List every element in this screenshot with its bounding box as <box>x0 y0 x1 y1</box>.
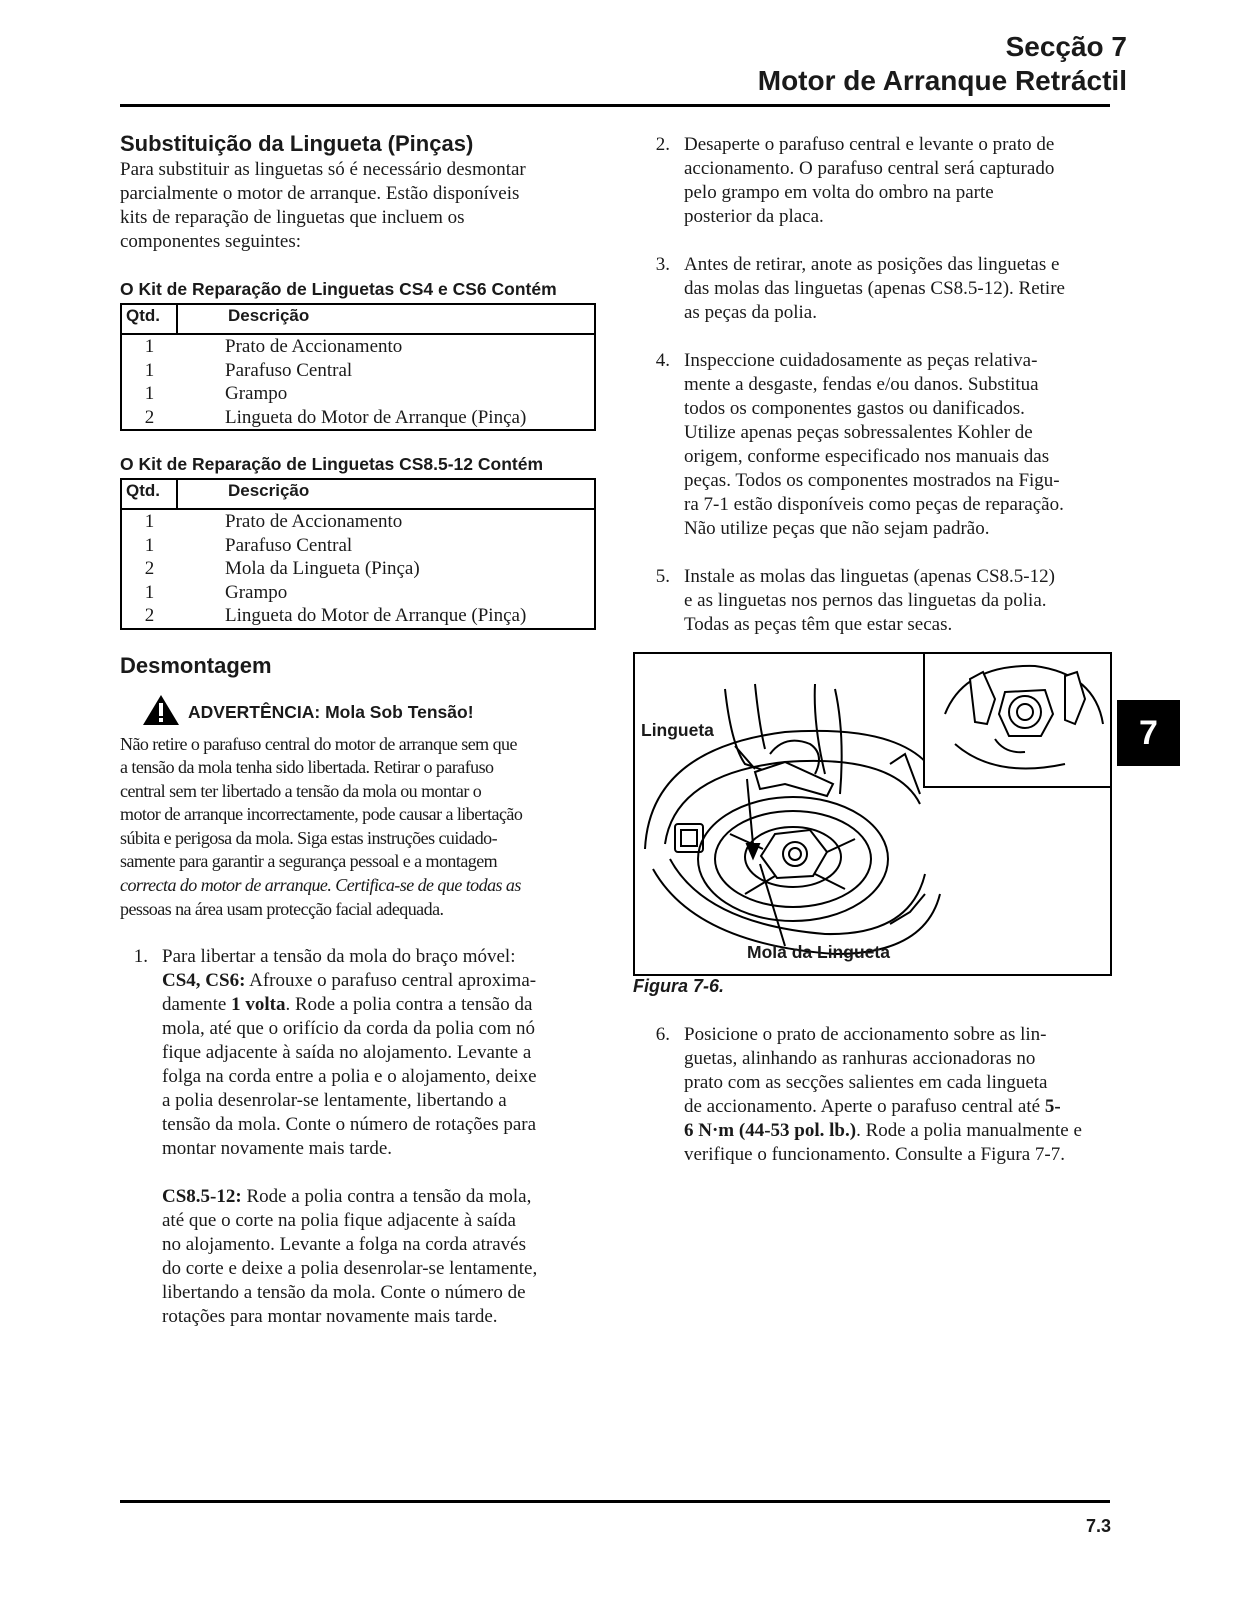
inset-detail <box>923 652 1112 788</box>
table-row: 2 Lingueta do Motor de Arranque (Pinça) <box>144 406 527 428</box>
steps-left <box>120 945 600 1329</box>
step-1: 1. Para libertar a tensão da mola do braço móvel: CS4, CS6: Afrouxe o parafuso central aproxima- damente 1 volta. Rode a polia contra a tensão da mola, até que o orifício da corda da polia com nó fique adjacente à saída no alojamento. Levante a folga na corda entre a polia e o alojamento, deixe a polia desenrolar-se lentamente, libertando a tensão da mola. Conte o número de rotações para montar novamente mais tarde. CS8.5-12: Rode a polia contra a tensão da mola, até que o corte na polia fique adjacente à saída no alojamento. Levante a folga na corda através do corte e deixe a polia desenrolar-se lentamente, libertando a tensão da mola. Conte o número de rotações para montar novamente mais tarde. <box>133 946 538 1328</box>
kit1-col-qty: Qtd. <box>121 304 177 334</box>
kit2-col-qty: Qtd. <box>121 479 177 509</box>
intro-paragraph: Para substituir as linguetas só é necessário desmontar parcialmente o motor de arranque. Estão disponíveis kits de reparação de linguetas que incluem os componentes seguintes: <box>120 159 526 252</box>
table-row: 1 Parafuso Central <box>144 359 353 381</box>
figure-caption: Figura 7-6. <box>633 976 725 996</box>
table-row: 2 Lingueta do Motor de Arranque (Pinça) <box>144 605 527 626</box>
table-row: 1 Prato de Accionamento <box>144 336 403 357</box>
table-row: 2 Mola da Lingueta (Pinça) <box>144 558 420 579</box>
kit2-table <box>120 478 596 630</box>
inset-pawl-illustration <box>925 654 1106 782</box>
kit1-table <box>120 303 596 431</box>
label-pawl: Lingueta <box>641 720 714 740</box>
kit2-col-desc: Descrição <box>177 479 595 509</box>
page-header <box>758 30 1127 98</box>
table-row: 1 Prato de Accionamento <box>144 511 403 532</box>
step-5: 5. Instale as molas das linguetas (apenas CS8.5-12) e as linguetas nos pernos das linguetas da polia. Todas as peças têm que estar secas. <box>655 566 1055 635</box>
kit2-title: O Kit de Reparação de Linguetas CS8.5-12 Contém <box>120 454 544 474</box>
step-2: 2. Desaperte o parafuso central e levante o prato de accionamento. O parafuso central será capturado pelo grampo em volta do ombro na parte posterior da placa. <box>655 134 1055 227</box>
right-column <box>642 133 1112 637</box>
page-number: 7.3 <box>1085 1516 1111 1536</box>
steps-right <box>642 133 1112 637</box>
warning-text: Não retire o parafuso central do motor de arranque sem que a tensão da mola tenha sido libertada. Retirar o parafuso central sem ter libertado a tensão da mola ou montar o motor de arranque incorrectamente, pode causar a libertação súbita e perigosa da mola. Siga estas instruções cuidado- samente para garantir a segurança pessoal e a montagem correcta do motor de arranque. Certifica-se de que todas as pessoas na área usam protecção facial adequada. <box>120 733 523 919</box>
warning-triangle-icon <box>142 694 180 731</box>
table-row: 1 Grampo <box>144 581 288 603</box>
step-4: 4. Inspeccione cuidadosamente as peças relativa- mente a desgaste, fendas e/ou danos. Substitua todos os componentes gastos ou danificados. Utilize apenas peças sobressalentes Kohler de origem, conforme especificado nos manuais das peças. Todos os componentes mostrados na Figu- ra 7-1 estão disponíveis como peças de reparação. Não utilize peças que não sejam padrão. <box>655 350 1064 539</box>
right-column-lower <box>642 1023 1117 1167</box>
table-row: 1 Parafuso Central <box>144 534 353 556</box>
section-title-pawl-replacement: Substituição da Lingueta (Pinças) <box>120 131 474 156</box>
section-title: Motor de Arranque Retráctil <box>757 65 1127 96</box>
section-tab: 7 <box>1117 700 1180 766</box>
figure-7-6 <box>633 652 1112 976</box>
label-pawl-spring: Mola da Lingueta <box>747 942 890 962</box>
kit1-col-desc: Descrição <box>177 304 595 334</box>
footer-rule <box>120 1500 1110 1503</box>
steps-right-lower <box>642 1023 1117 1167</box>
header-rule <box>120 104 1110 107</box>
step-6: 6. Posicione o prato de accionamento sobre as lin- guetas, alinhando as ranhuras accionadoras no prato com as secções salientes em cada lingueta de accionamento. Aperte o parafuso central até 5- 6 N·m (44-53 pol. lb.). Rode a polia manualmente e verifique o funcionamento. Consulte a Figura 7-7. <box>655 1024 1082 1165</box>
step-3: 3. Antes de retirar, anote as posições das linguetas e das molas das linguetas (apenas CS8.5-12). Retire as peças da polia. <box>655 254 1065 323</box>
table-row: 1 Grampo <box>144 383 288 404</box>
warning-header <box>142 694 600 731</box>
kit1-title: O Kit de Reparação de Linguetas CS4 e CS6 Contém <box>120 279 557 299</box>
section-number: Secção 7 <box>1005 31 1127 62</box>
left-column <box>120 130 600 1329</box>
section-title-disassembly: Desmontagem <box>120 652 272 678</box>
warning-title: ADVERTÊNCIA: Mola Sob Tensão! <box>188 701 474 722</box>
